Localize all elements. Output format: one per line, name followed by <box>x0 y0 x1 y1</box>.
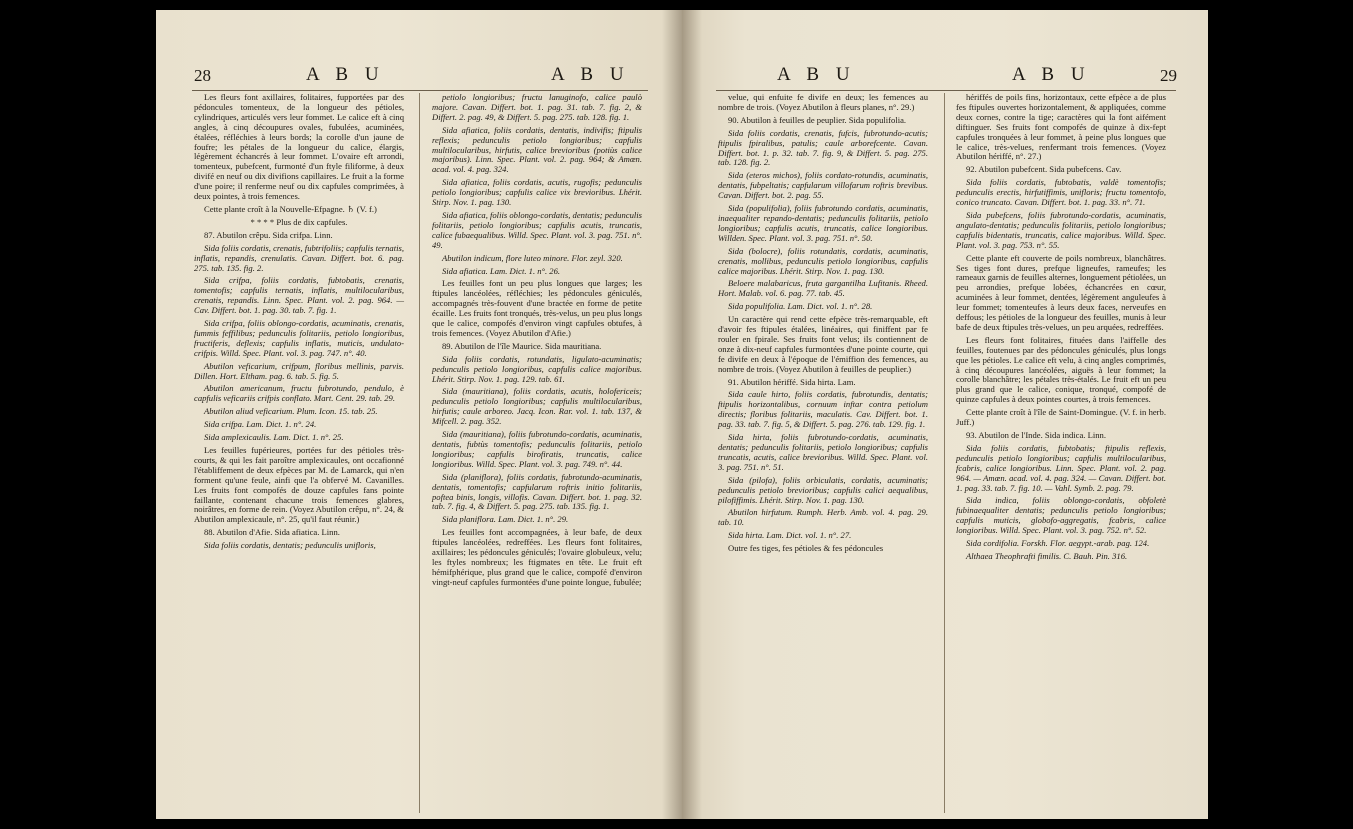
paragraph: Althaea Theophrafti fimilis. C. Bauh. Pin. 316. <box>966 550 1128 561</box>
paragraph: Les fleurs font folitaires, fituées dans l'aiffelle des feuilles, foutenues par des pédoncules géniculés, plus longs que les pétioles. Le calice eft velu, à cinq angles comprimés, à cinq découpures lancéolées, aiguës à leur fommet; la corolle blanchâtre; les pétales très-étalés. Le fruit eft un peu plus grand que le calice, conique, tronqué, compofé de quinze capfules à deux pointes courtes, à trois femences. <box>956 334 1166 405</box>
paragraph: * * * * Plus de dix capfules. <box>250 216 348 227</box>
book-gutter <box>662 10 702 819</box>
header-rule <box>192 90 648 91</box>
paragraph: Sida (eteros michos), foliis cordato-rotundis, acuminatis, dentatis, fubpeltatis; capfularum villofarum roftris brevibus. Cavan. Differt. bot. 2. pag. 55. <box>718 170 928 201</box>
paragraph: Sida cordifolia. Forskh. Flor. aegypt.-arab. pag. 124. <box>966 538 1150 549</box>
paragraph: Sida (bolocre), foliis rotundatis, cordatis, acuminatis, crenatis, mollibus, pedunculis petiolo longioribus, capfulis calice majoribus. Lhérit. Stirp. Nov. 1. pag. 130. <box>718 245 928 276</box>
paragraph: Cette plante croît à l'île de Saint-Domingue. (V. f. in herb. Juff.) <box>956 407 1166 428</box>
paragraph: Sida amplexicaulis. Lam. Dict. 1. n°. 25. <box>204 432 344 443</box>
paragraph: 91. Abutilon hériffé. Sida hirta. Lam. <box>728 376 856 387</box>
right-page <box>682 10 1208 819</box>
paragraph: Sida caule hirto, foliis cordatis, fubrotundis, dentatis; ftipulis horizontalibus, cornuum inftar contra petiolum directis; floribus folitariis, maculatis. Cav. Differt. bot. 1. pag. 33. tab. 7. fig. 5, & Differt. 5. pag. 276. tab. 129. fig. 1. <box>718 389 928 430</box>
right-page-column-1 <box>718 93 928 557</box>
paragraph: Les fleurs font axillaires, folitaires, fupportées par des pédoncules tomenteux, de la longueur des pétioles, cylindriques, articulés vers leur fommet. Le calice eft à cinq angles, à cinq découpures ovales, fubulées, acuminées, étalées, réfléchies à leurs bords; la corolle d'un jaune de foufre; les pétales de la longueur du calice, élargis, légèrement échancrés à leur fommet. L'ovaire eft arrondi, tomenteux, pubefcent, furmonté d'un ftyle filiforme, à deux divifé en neuf ou dix divifions capillaires. Le fruit a la forme d'une poire; il renferme neuf ou dix capfules comprimées, à deux pointes, à trois femences. <box>194 92 404 202</box>
page-number-right: 29 <box>1160 66 1177 85</box>
paragraph: Cette plante croît à la Nouvelle-Efpagne. ♄ (V. f.) <box>204 203 377 214</box>
paragraph: Abutilon aliud veficarium. Plum. Icon. 15. tab. 25. <box>204 406 378 417</box>
paragraph: Sida foliis cordatis, crenatis, fufcis, fubrotundo-acutis; ftipulis fpiralibus, patulis; caule arborefcente. Cavan. Differt. bot. 1. p. 32. tab. 7. fig. 9, & Differt. 5. pag. 275. tab. 128. fig. 2. <box>718 127 928 168</box>
paragraph: Beloere malabaricus, fruta gargantilha Lufitanis. Rheed. Hort. Malab. vol. 6. pag. 77. tab. 45. <box>718 278 928 299</box>
paragraph: Sida foliis cordatis, dentatis; pedunculis unifloris, <box>204 540 376 551</box>
paragraph: Les feuilles font un peu plus longues que larges; les ftipules lancéolées, réfléchies; les pédoncules géniculés, accompagnés très-fouvent d'une bractée en forme de petite écaille. Les fruits font tronqués, très-velus, un peu plus longs que le calice, compofés d'environ vingt capfules obtufes, à trois femences. (Voyez Abutilon d'Afie.) <box>432 278 642 338</box>
running-header-left-col2: A B U <box>551 64 630 85</box>
column-separator <box>944 93 945 813</box>
paragraph: Sida foliis cordatis, fubtobatis, valdè tomentofis; pedunculis erectis, hirfutiffimis, unifloris; fructu tomentofo, conico truncato. Cavan. Differt. bot. 1. pag. 33. n°. 71. <box>956 177 1166 208</box>
paragraph: 93. Abutilon de l'Inde. Sida indica. Linn. <box>966 430 1106 440</box>
paragraph: 92. Abutilon pubefcent. Sida pubefcens. Cav. <box>966 164 1122 175</box>
paragraph: Sida (pilofa), foliis orbiculatis, cordatis, acuminatis; pedunculis petiolo brevioribus; capfulis calici aequalibus, pilofiffimis. Lhérit. Stirp. Nov. 1. pag. 130. <box>718 474 928 505</box>
paragraph: Les feuilles fupérieures, portées fur des pétioles très-courts, & qui les fait paroître amplexicaules, ont occafionné l'établiffement de deux efpèces par M. de Lamarck, qui n'en forment qu'une feule, ainfi que l'a obfervé M. Cavanilles. Les fruits font compofés de douze capfules fans pointe faillante, contenant chacune trois femences glabres, noirâtres, en forme de rein. (Voyez Abutilon crêpu, n°. 24, & Abutilon amplexicaule, n°. 25, qu'il faut réunir.) <box>194 445 404 525</box>
paragraph: Sida crifpa, foliis oblongo-cordatis, acuminatis, crenatis, fummis feffilibus; pedunculis folitariis, petiolo longioribus, fructiferis, deflexis; capfulis inflatis, muticis, undulato-crifpis. Willd. Spec. Plant. vol. 3. pag. 747. n°. 40. <box>194 318 404 358</box>
left-page <box>156 10 682 819</box>
paragraph: Sida hirta. Lam. Dict. vol. 1. n°. 27. <box>728 530 852 541</box>
paragraph: Abutilon veficarium, crifpum, floribus mellinis, parvis. Dillen. Hort. Eltham. pag. 6. tab. 5. fig. 5. <box>194 360 404 381</box>
paragraph: 89. Abutilon de l'île Maurice. Sida mauritiana. <box>442 340 602 351</box>
paragraph: petiolo longioribus; fructu lanuginofo, calice paulò majore. Cavan. Differt. bot. 1. pag. 31. tab. 7. fig. 2, & Differt. 2. pag. 49, & Differt. 5. pag. 275. tab. 128. fig. 1. <box>432 92 642 122</box>
paragraph: Sida foliis cordatis, crenatis, fubtrifoliis; capfulis ternatis, inflatis, repandis, crenulatis. Cavan. Differt. bot. 6. pag. 275. tab. 135. fig. 2. <box>194 242 404 273</box>
paragraph: Sida crifpa. Lam. Dict. 1. n°. 24. <box>204 419 317 430</box>
left-page-column-1 <box>194 93 404 554</box>
paragraph: Abutilon hirfutum. Rumph. Herb. Amb. vol. 4. pag. 29. tab. 10. <box>718 507 928 528</box>
running-header-right-col2: A B U <box>1012 64 1091 85</box>
header-rule <box>716 90 1176 91</box>
paragraph: Sida (populifolia), foliis fubrotundo cordatis, acuminatis, inaequaliter repando-dentatis; pedunculis folitariis, petiolo longioribus; capfulis acutis, truncatis, calice longioribus. Willden. Spec. Plant. vol. 3. pag. 751. n°. 50. <box>718 203 928 243</box>
paragraph: Outre fes tiges, fes pétioles & fes pédoncules <box>728 543 884 554</box>
paragraph: Abutilon americanum, fructu fubrotundo, pendulo, è capfulis veficariis crifpis conflato. Mart. Cent. 29. tab. 29. <box>194 383 404 404</box>
left-page-column-2 <box>432 93 642 591</box>
running-header-right-col1: A B U <box>777 64 856 85</box>
page-number-left: 28 <box>194 66 211 85</box>
paragraph: Sida hirta, foliis fubrotundo-cordatis, acuminatis, dentatis; pedunculis folitariis, petiolo longioribus; capfulis truncatis, acutis, calice brevioribus. Willd. Spec. Plant. vol. 3. pag. 751. n°. 51. <box>718 432 928 472</box>
paragraph: Abutilon indicum, flore luteo minore. Flor. zeyl. 320. <box>442 252 623 263</box>
paragraph: Un caractère qui rend cette efpèce très-remarquable, eft d'avoir fes ftipules étalées, linéaires, qui finiffent par fe rouler en fpirale. Ses fruits font velus; ils contiennent de onze à dix-neuf capfules furmontées d'une pointe courte, qui fe divife en deux à l'époque de l'émiffion des femences, au nombre de trois. (Voyez Abutilon à feuilles de peuplier.) <box>718 314 928 374</box>
paragraph: Sida crifpa, foliis cordatis, fubtobatis, crenatis, tomentofis; capfulis ternatis, inflatis, multilocularibus, crenatis, repandis. Linn. Spec. Plant. vol. 2. pag. 964. — Cav. Differt. bot. 1. pag. 30. tab. 7. fig. 1. <box>194 275 404 316</box>
paragraph: Sida pubefcens, foliis fubrotundo-cordatis, acuminatis, angulato-dentatis; pedunculis folitariis, petiolo longioribus; capfulis bidentatis, truncatis, calice majoribus. Willd. Spec. Plant. vol. 3. pag. 753. n°. 55. <box>956 209 1166 250</box>
paragraph: Sida foliis cordatis, rotundatis, ligulato-acuminatis; pedunculis petiolo longioribus, capfulis calice majoribus. Lhérit. Stirp. Nov. 1. pag. 129. tab. 61. <box>432 353 642 384</box>
paragraph: Sida afiatica, foliis oblongo-cordatis, dentatis; pedunculis folitariis, petiolo longioribus; capfulis acutis, truncatis, calice fubaequalibus. Willd. Spec. Plant. vol. 3. pag. 751. n°. 49. <box>432 209 642 250</box>
right-page-column-2 <box>956 93 1166 565</box>
paragraph: Sida (mauritiana), foliis cordatis, acutis, holofericeis; pedunculis petiolo longioribus; capfulis multilocularibus, hirfutis; caule arboreo. Jacq. Icon. Rar. vol. 1. tab. 137, & Mifcell. 2. pag. 352. <box>432 386 642 427</box>
paragraph: 88. Abutilon d'Afie. Sida afiatica. Linn. <box>204 527 340 538</box>
paragraph: Sida (mauritiana), foliis fubrotundo-cordatis, acuminatis, dentatis, fubtùs tomentofis; pedunculis folitariis, petiolo longioribus; capfulis birofiratis, truncatis, calice longioribus. Willd. Spec. Plant. vol. 3. pag. 749. n°. 44. <box>432 429 642 469</box>
paragraph: velue, qui enfuite fe divife en deux; les femences au nombre de trois. (Voyez Abutilon à fleurs planes, n°. 29.) <box>718 92 928 112</box>
paragraph: Cette plante eft couverte de poils nombreux, blanchâtres. Ses tiges font dures, prefque ligneufes, rameufes; les rameaux garnis de feuilles alternes, longuement pétiolées, un peu arrondies, prefque lobées, échancrées en cœur, acuminées à leur fommet, dentées, légèrement anguleufes à leur fommet; tomenteufes à leurs deux faces, nerveufes en deffous; les pétioles de la longueur des feuilles, munis à leur bafe de deux ftipules très-velues, un peu arquées, redreffées. <box>956 252 1166 332</box>
paragraph: Sida (planiflora), foliis cordatis, fubrotundo-acuminatis, dentatis, tomentofis; capfularum roftris initio folitariis, poftea binis, longis, villofis. Cavan. Differt. bot. 1. pag. 32. tab. 7. fig. 4, & Differt. 5. pag. 275. tab. 135. fig. 1. <box>432 471 642 512</box>
paragraph: Sida planiflora. Lam. Dict. 1. n°. 29. <box>442 514 569 525</box>
paragraph: Sida foliis cordatis, fubtobatis; ftipulis reflexis, pedunculis petiolo longioribus; capfulis multilocularibus, fcabris, calice longioribus. Linn. Spec. Plant. vol. 2. pag. 964. — Amœn. acad. vol. 4. pag. 324. — Cavan. Differt. bot. 1. pag. 33. tab. 7. fig. 10. — Vahl. Symb. 2. pag. 79. <box>956 442 1166 493</box>
paragraph: Sida afiatica, foliis cordatis, acutis, rugofis; pedunculis petiolo longioribus; capfulis calice vix brevioribus. Lhérit. Stirp. Nov. 1. pag. 130. <box>432 177 642 208</box>
paragraph: Sida populifolia. Lam. Dict. vol. 1. n°. 28. <box>728 301 873 312</box>
paragraph: Sida afiatica, foliis cordatis, dentatis, indivifis; ftipulis reflexis; pedunculis petiolo longioribus; capfulis multilocularibus, hirfutis, calice brevioribus (potiùs calice majoribus). Linn. Spec. Plant. vol. 2. pag. 964; & Amœn. acad. vol. 4. pag. 324. <box>432 124 642 175</box>
paragraph: hériffés de poils fins, horizontaux, cette efpèce a de plus fes ftipules ouvertes horizontalement, & appliquées, comme deux cornes, contre la tige; caractères qui la font aifément diftinguer. Ses fruits font compofés de quinze à dix-fept capfules tronquées à leur fommet, à peine plus longues que le calice, très-velues, renfermant trois femences. (Voyez Abutilon hériffé, n°. 27.) <box>956 92 1166 162</box>
paragraph: Sida afiatica. Lam. Dict. 1. n°. 26. <box>442 265 561 276</box>
paragraph: 87. Abutilon crêpu. Sida crifpa. Linn. <box>204 229 333 240</box>
paragraph: 90. Abutilon à feuilles de peuplier. Sida populifolia. <box>728 114 907 125</box>
running-header-left-col1: A B U <box>306 64 385 85</box>
paragraph: Les feuilles font accompagnées, à leur bafe, de deux ftipules lancéolées, redreffées. Les fleurs font folitaires, axillaires; les pédoncules géniculés; l'ovaire globuleux, velu; les ftyles nombreux; les ftigmates en tête. Le fruit eft hémifphérique, plus grand que le calice, compofé d'environ vingt-neuf capfules furmontées d'une pointe longue, fubulée; <box>432 527 642 587</box>
paragraph: Sida indica, foliis oblongo-cordatis, obfoletè fubinaequaliter dentatis; pedunculis petiolo longioribus; capfulis muticis, globofo-aggregatis, fcabris, calice longioribus. Willd. Spec. Plant. vol. 3. pag. 752. n°. 52. <box>956 495 1166 536</box>
column-separator <box>419 93 420 813</box>
open-book <box>156 10 1208 819</box>
